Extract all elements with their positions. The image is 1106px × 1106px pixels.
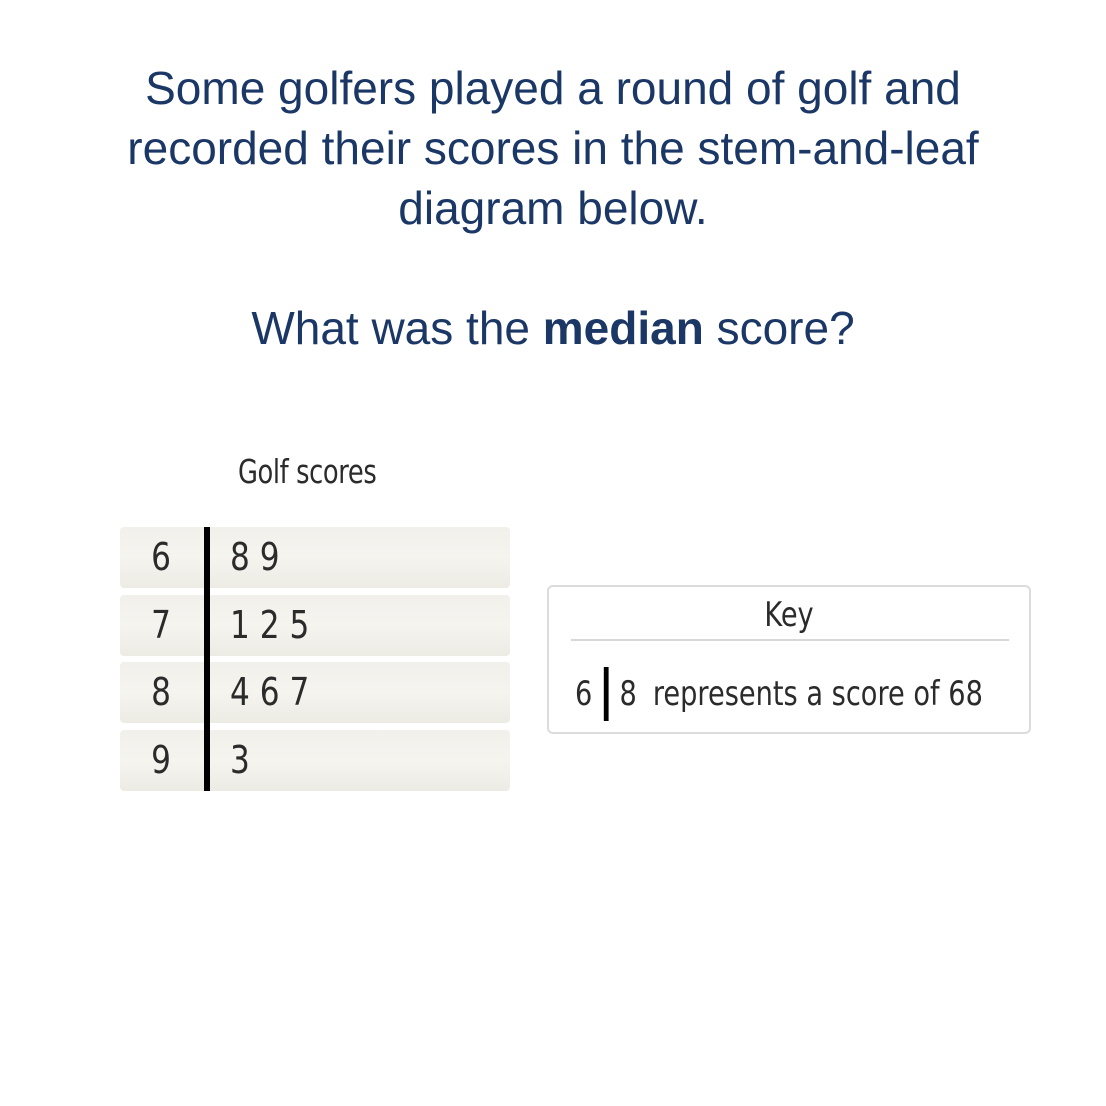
question-line-3: diagram below. xyxy=(398,182,708,234)
stem-value: 7 xyxy=(151,603,171,647)
leaf-values: 4 6 7 xyxy=(230,670,310,714)
key-bar xyxy=(604,667,609,721)
leaf-values: 1 2 5 xyxy=(230,603,310,647)
key-text: represents a score of 68 xyxy=(652,674,983,714)
key-divider xyxy=(571,639,1009,641)
prompt-before: What was the xyxy=(251,302,543,354)
prompt-after: score? xyxy=(703,302,855,354)
leaf-values: 3 xyxy=(230,738,250,782)
key-leaf: 8 xyxy=(619,674,637,714)
leaf-values: 8 9 xyxy=(230,535,280,579)
key-example xyxy=(575,667,983,717)
plot-row xyxy=(120,662,510,723)
stem-value: 8 xyxy=(151,670,171,714)
stem-leaf-divider xyxy=(204,527,210,791)
question-prompt xyxy=(60,298,1046,358)
question-text xyxy=(60,58,1046,238)
key-box xyxy=(547,585,1031,734)
stem-value: 9 xyxy=(151,738,171,782)
question-line-2: recorded their scores in the stem-and-leaf xyxy=(127,122,979,174)
plot-row xyxy=(120,527,510,588)
key-stem: 6 xyxy=(575,674,593,714)
stem-value: 6 xyxy=(151,535,171,579)
plot-title: Golf scores xyxy=(238,452,377,491)
question-line-1: Some golfers played a round of golf and xyxy=(145,62,961,114)
plot-row xyxy=(120,730,510,791)
prompt-bold: median xyxy=(542,302,704,354)
plot-row xyxy=(120,595,510,656)
key-title: Key xyxy=(764,595,814,635)
